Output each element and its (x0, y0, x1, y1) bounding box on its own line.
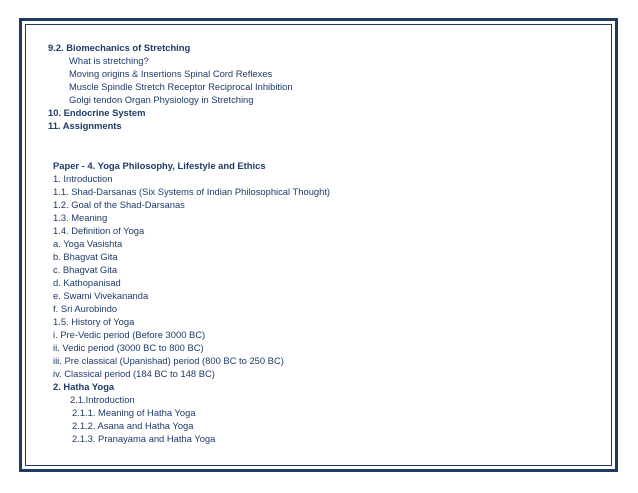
section-heading: 9.2. Biomechanics of Stretching (48, 42, 191, 53)
list-item: iii. Pre classical (Upanishad) period (800 BC to 250 BC) (53, 355, 284, 366)
paper-title: Paper - 4. Yoga Philosophy, Lifestyle and Ethics (53, 160, 266, 171)
list-item: 1.4. Definition of Yoga (53, 225, 145, 236)
list-item: f. Sri Aurobindo (53, 303, 118, 314)
list-item: 1.3. Meaning (53, 212, 108, 223)
list-item: iv. Classical period (184 BC to 148 BC) (53, 368, 215, 379)
list-item: c. Bhagvat Gita (53, 264, 118, 275)
list-item: 2.1.3. Pranayama and Hatha Yoga (72, 433, 216, 444)
list-item: 2.1.1. Meaning of Hatha Yoga (72, 407, 196, 418)
list-item: What is stretching? (69, 55, 149, 66)
unit-heading: 11. Assignments (48, 120, 122, 131)
list-item: Golgi tendon Organ Physiology in Stretching (69, 94, 254, 105)
list-item: 1.1. Shad-Darsanas (Six Systems of Indian Philosophical Thought) (53, 186, 331, 197)
list-item: Moving origins & Insertions Spinal Cord Reflexes (69, 68, 273, 79)
list-item: b. Bhagvat Gita (53, 251, 118, 262)
list-item: 2.1.Introduction (70, 394, 135, 405)
section-heading: 2. Hatha Yoga (53, 381, 115, 392)
list-item: a. Yoga Vasishta (53, 238, 123, 249)
list-item: ii. Vedic period (3000 BC to 800 BC) (53, 342, 204, 353)
list-item: 1.5. History of Yoga (53, 316, 135, 327)
list-item: i. Pre-Vedic period (Before 3000 BC) (53, 329, 206, 340)
list-item: 1.2. Goal of the Shad-Darsanas (53, 199, 185, 210)
list-item: e. Swami Vivekananda (53, 290, 149, 301)
list-item: d. Kathopanisad (53, 277, 121, 288)
list-item: 2.1.2. Asana and Hatha Yoga (72, 420, 194, 431)
list-item: 1. Introduction (53, 173, 113, 184)
list-item: Muscle Spindle Stretch Receptor Reciprocal Inhibition (69, 81, 293, 92)
unit-heading: 10. Endocrine System (48, 107, 146, 118)
